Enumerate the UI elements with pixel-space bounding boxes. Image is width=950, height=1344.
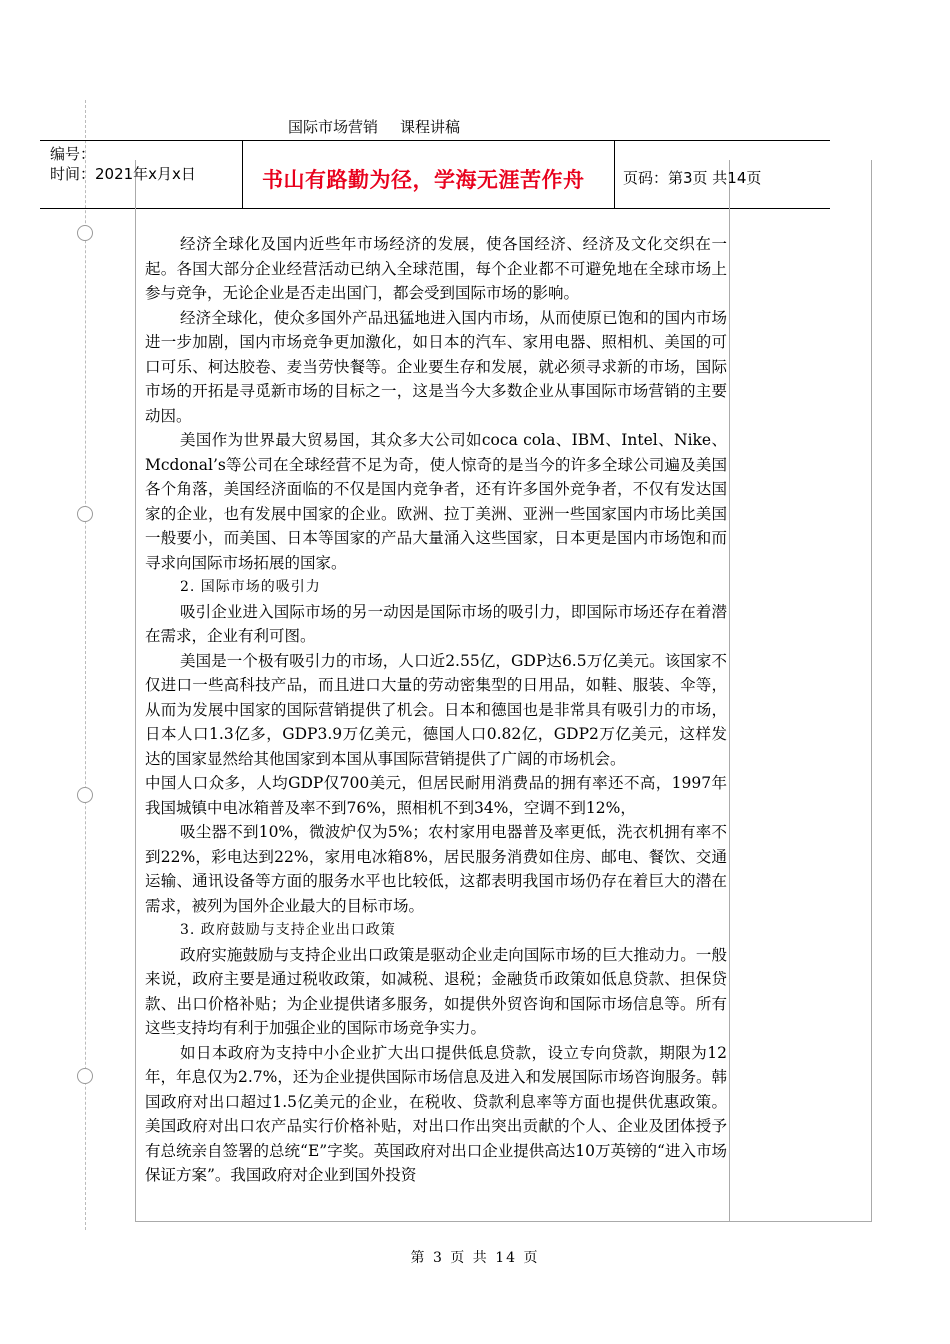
body-paragraph: 吸引企业进入国际市场的另一动因是国际市场的吸引力，即国际市场还存在着潜在需求，企业有利可图。 (145, 602, 727, 645)
lecture-body (145, 232, 727, 1188)
course-name: 国际市场营销 (288, 118, 379, 136)
body-paragraph: 如日本政府为支持中小企业扩大出口提供低息贷款，设立专向贷款，期限为12年，年息仅为2.7%，还为企业提供国际市场信息及进入和发展国际市场咨询服务。韩国政府对出口超过1.5亿美元的企业，在税收、贷款利息率等方面也提供优惠政策。美国政府对出口农产品实行价格补贴，对出口作出突出贡献的个人、企业及团体授予有总统亲自签署的总统“E”字奖。英国政府对出口企业提供高达10万英镑的“进入市场保证方案”。我国政府对企业到国外投资 (145, 1043, 727, 1184)
binding-hole-4 (77, 1068, 93, 1084)
body-paragraph: 中国人口众多，人均GDP仅700美元，但居民耐用消费品的拥有率还不高，1997年我国城镇中电冰箱普及率不到76%，照相机不到34%，空调不到12%， (145, 774, 727, 817)
header-top-rule (40, 140, 830, 141)
body-paragraph: 政府实施鼓励与支持企业出口政策是驱动企业走向国际市场的巨大推动力。一般来说，政府主要是通过税收政策，如减税、退税；金融货币政策如低息贷款、担保贷款、出口价格补贴；为企业提供诸多服务，如提供外贸咨询和国际市场信息等。所有这些支持均有利于加强企业的国际市场竞争实力。 (145, 945, 727, 1037)
page-info: 页码：第3页 共14页 (623, 169, 762, 187)
section-heading: 2. 国际市场的吸引力 (180, 579, 321, 595)
binding-hole-2 (77, 506, 93, 522)
document-header-title (288, 116, 460, 137)
content-frame-outer-right (871, 160, 872, 1222)
header-divider-right (614, 140, 615, 208)
number-label: 编号： (50, 145, 96, 163)
content-frame-bottom (135, 1221, 872, 1222)
time-label: 时间：2021年x月x日 (50, 165, 196, 183)
body-paragraph: 美国是一个极有吸引力的市场，人口近2.55亿，GDP达6.5万亿美元。该国家不仅进口一些高科技产品，而且进口大量的劳动密集型的日用品，如鞋、服装、伞等，从而为发展中国家的国际营销提供了机会。日本和德国也是非常具有吸引力的市场，日本人口1.3亿多，GDP3.9万亿美元，德国人口0.82亿，GDP2万亿美元，这样发达的国家显然给其他国家到本国从事国际营销提供了广阔的市场机会。 (145, 651, 727, 768)
header-divider-left (242, 140, 243, 208)
motto-text: 书山有路勤为径，学海无涯苦作舟 (262, 168, 585, 192)
body-paragraph: 经济全球化及国内近些年市场经济的发展，使各国经济、经济及文化交织在一起。各国大部分企业经营活动已纳入全球范围，每个企业都不可避免地在全球市场上参与竞争，无论企业是否走出国门，都会受到国际市场的影响。 (145, 235, 727, 302)
content-frame-left (135, 160, 136, 1222)
binding-margin-line (85, 100, 86, 1230)
body-paragraph: 经济全球化，使众多国外产品迅猛地进入国内市场，从而使原已饱和的国内市场进一步加剧，国内市场竞争更加激化，如日本的汽车、家用电器、照相机、美国的可口可乐、柯达胶卷、麦当劳快餐等。企业要生存和发展，就必须寻求新的市场，国际市场的开拓是寻觅新市场的目标之一，这是当今大多数企业从事国际市场营销的主要动因。 (145, 308, 727, 425)
body-paragraph: 美国作为世界最大贸易国，其众多大公司如coca cola、IBM、Intel、Nike、Mcdonal’s等公司在全球经营不足为奇，使人惊奇的是当今的许多全球公司遍及美国各个角落，美国经济面临的不仅是国内竞争者，还有许多国外竞争者，不仅有发达国家的企业，也有发展中国家的企业。欧洲、拉丁美洲、亚洲一些国家国内市场比美国一般要小，而美国、日本等国家的产品大量涌入这些国家，日本更是国内市场饱和而寻求向国际市场拓展的国家。 (145, 431, 727, 572)
content-frame-inner-right (729, 160, 730, 1222)
binding-hole-1 (77, 225, 93, 241)
binding-hole-3 (77, 787, 93, 803)
document-type: 课程讲稿 (400, 118, 461, 136)
page-footer: 第 3 页 共 14 页 (410, 1250, 540, 1266)
header-bottom-rule (40, 208, 830, 209)
section-heading: 3. 政府鼓励与支持企业出口政策 (180, 922, 396, 938)
body-paragraph: 吸尘器不到10%，微波炉仅为5%；农村家用电器普及率更低，洗衣机拥有率不到22%，彩电达到22%，家用电冰箱8%，居民服务消费如住房、邮电、餐饮、交通运输、通讯设备等方面的服务水平也比较低，这都表明我国市场仍存在着巨大的潜在需求，被列为国外企业最大的目标市场。 (145, 823, 727, 915)
